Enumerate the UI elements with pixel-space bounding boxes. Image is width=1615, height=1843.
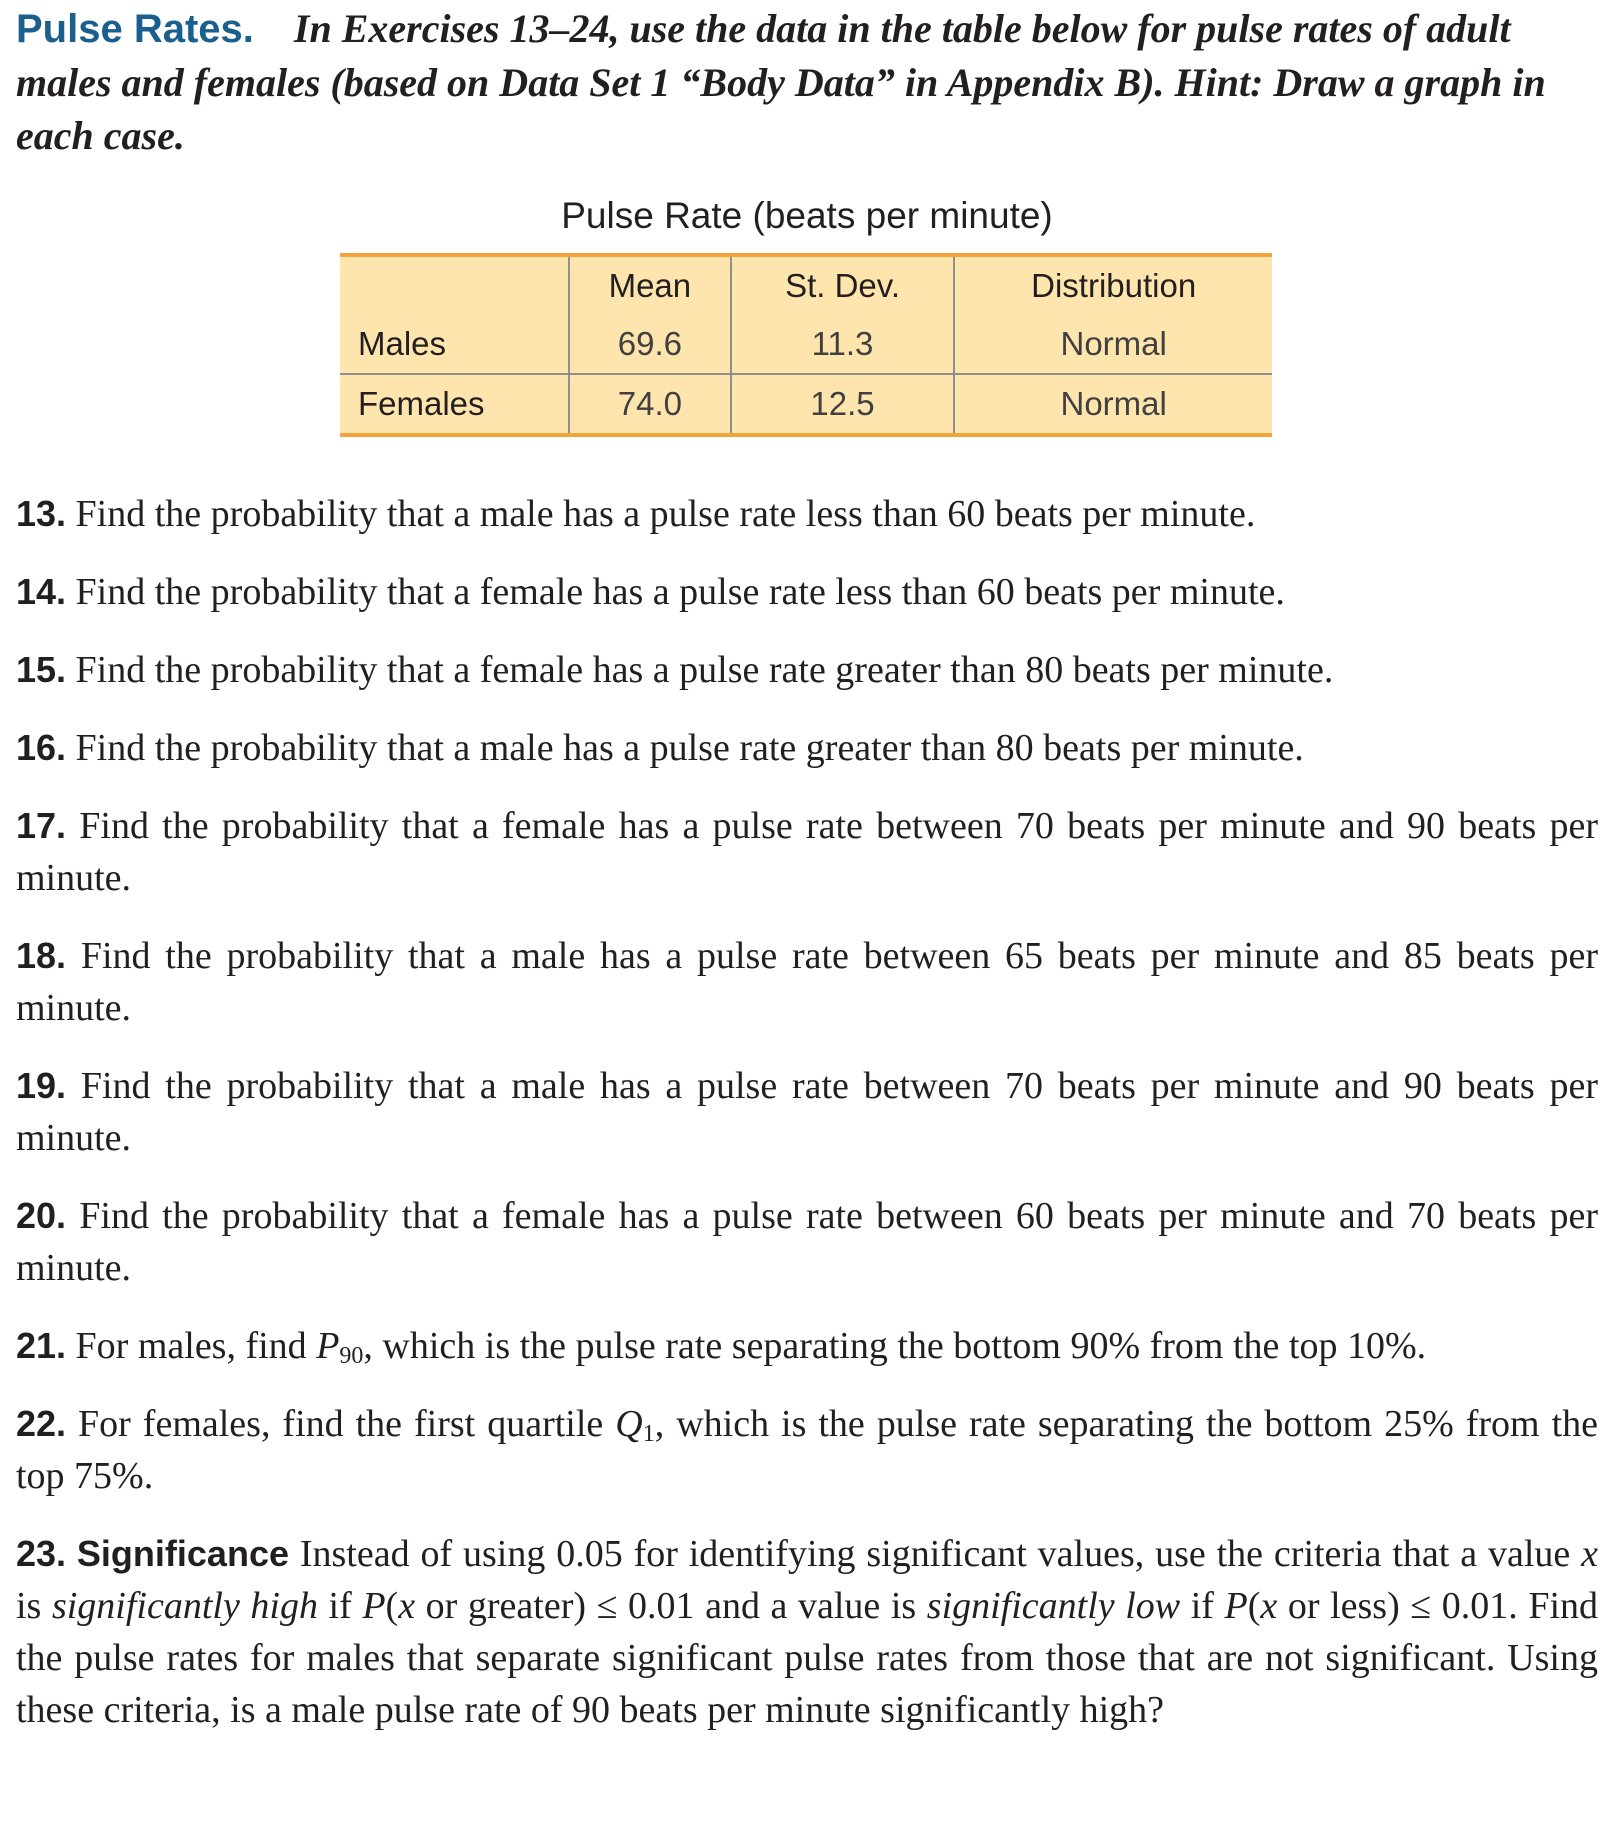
table-header-row xyxy=(340,255,1272,315)
st-dev-cell: 12.5 xyxy=(731,374,955,435)
mean-cell: 69.6 xyxy=(569,315,731,374)
exercise-number: 19. xyxy=(16,1065,67,1106)
probability-symbol: P xyxy=(1224,1585,1248,1627)
text-run: ( xyxy=(385,1585,399,1627)
exercise-number: 21. xyxy=(16,1325,67,1366)
exercise-number: 14. xyxy=(16,571,67,612)
header-distribution: Distribution xyxy=(954,255,1272,315)
exercise-text: Find the probability that a female has a pulse rate less than 60 beats per minute. xyxy=(75,571,1285,613)
exercise-number: 17. xyxy=(16,805,67,846)
text-run: ( xyxy=(1247,1585,1261,1627)
exercise-21 xyxy=(16,1320,1598,1372)
row-label: Males xyxy=(358,325,447,362)
exercise-keyword: Significance xyxy=(76,1533,289,1574)
mean-cell: 74.0 xyxy=(569,374,731,435)
intro-heading: Pulse Rates. xyxy=(16,7,254,51)
header-mean: Mean xyxy=(569,255,731,315)
probability-symbol: P xyxy=(362,1585,386,1627)
quartile-subscript: 1 xyxy=(642,1421,655,1447)
exercise-number: 20. xyxy=(16,1195,67,1236)
table-row xyxy=(340,374,1272,435)
exercise-number: 13. xyxy=(16,493,67,534)
exercise-text: Find the probability that a male has a pulse rate between 65 beats per minute and 85 beats per minute. xyxy=(16,935,1598,1029)
term-significantly-high: significantly high xyxy=(51,1585,318,1627)
text-run: if xyxy=(317,1585,363,1627)
exercise-text: Find the probability that a female has a pulse rate between 60 beats per minute and 70 beats per minute. xyxy=(16,1195,1599,1289)
exercise-list xyxy=(16,488,1598,1762)
distribution-cell: Normal xyxy=(954,315,1272,374)
distribution-cell: Normal xyxy=(954,374,1272,435)
exercise-text: Find the probability that a male has a pulse rate greater than 80 beats per minute. xyxy=(75,727,1304,769)
header-empty-cell xyxy=(340,255,569,315)
quartile-symbol: Q xyxy=(615,1403,643,1445)
text-run: or greater) ≤ 0.01 and a value is xyxy=(415,1585,927,1627)
exercise-19 xyxy=(16,1060,1598,1164)
exercise-number: 23. xyxy=(16,1533,67,1574)
variable-x: x xyxy=(1260,1585,1278,1627)
exercise-17 xyxy=(16,800,1598,904)
exercise-number: 16. xyxy=(16,727,67,768)
variable-x: x xyxy=(398,1585,416,1627)
exercise-text: Find the probability that a female has a pulse rate between 70 beats per minute and 90 beats per minute. xyxy=(16,805,1599,899)
header-st-dev: St. Dev. xyxy=(731,255,955,315)
exercise-text-pre: For females, find the first quartile xyxy=(78,1403,616,1445)
percentile-symbol: P xyxy=(316,1325,340,1367)
exercise-13 xyxy=(16,488,1598,540)
exercise-18 xyxy=(16,930,1598,1034)
exercise-number: 22. xyxy=(16,1403,67,1444)
exercise-22 xyxy=(16,1398,1598,1502)
percentile-subscript: 90 xyxy=(339,1343,364,1369)
exercise-text-pre: For males, find xyxy=(75,1325,317,1367)
exercise-23 xyxy=(16,1528,1598,1736)
intro-text: In Exercises 13–24, use the data in the table below for pulse rates of adult males and females (based on Data Set 1 “Body Data” in Appendix B). Hint: Draw a graph in each case. xyxy=(16,6,1546,158)
row-label: Females xyxy=(340,374,569,435)
pulse-rate-table xyxy=(340,253,1272,437)
exercise-text: Find the probability that a female has a pulse rate greater than 80 beats per minute. xyxy=(75,649,1334,691)
table-row xyxy=(340,315,1272,374)
exercise-text: Find the probability that a male has a pulse rate less than 60 beats per minute. xyxy=(75,493,1256,535)
intro-paragraph xyxy=(16,0,1599,162)
exercise-text-post: , which is the pulse rate separating the bottom 90% from the top 10%. xyxy=(363,1325,1427,1367)
text-run: or less) ≤ 0.01. Find the pulse rates for males that separate significant pulse rates from those that are not significant. Using these criteria, is a male pulse rate of 90 beats per minute significantly high? xyxy=(16,1585,1599,1731)
exercise-text: Find the probability that a male has a pulse rate between 70 beats per minute and 90 beats per minute. xyxy=(16,1065,1598,1159)
exercise-number: 15. xyxy=(16,649,67,690)
exercise-15 xyxy=(16,644,1598,696)
exercise-16 xyxy=(16,722,1598,774)
exercise-text-post: , which is the pulse rate separating the bottom 25% from the top 75%. xyxy=(16,1403,1598,1497)
exercise-20 xyxy=(16,1190,1598,1294)
table-caption: Pulse Rate (beats per minute) xyxy=(561,195,1053,236)
text-run: Instead of using 0.05 for identifying significant values, use the criteria that a value xyxy=(288,1533,1582,1575)
exercise-14 xyxy=(16,566,1598,618)
exercise-number: 18. xyxy=(16,935,67,976)
term-significantly-low: significantly low xyxy=(926,1585,1181,1627)
text-run: is xyxy=(16,1585,52,1627)
text-run: if xyxy=(1180,1585,1225,1627)
variable-x: x xyxy=(1581,1533,1598,1575)
st-dev-cell: 11.3 xyxy=(731,315,955,374)
